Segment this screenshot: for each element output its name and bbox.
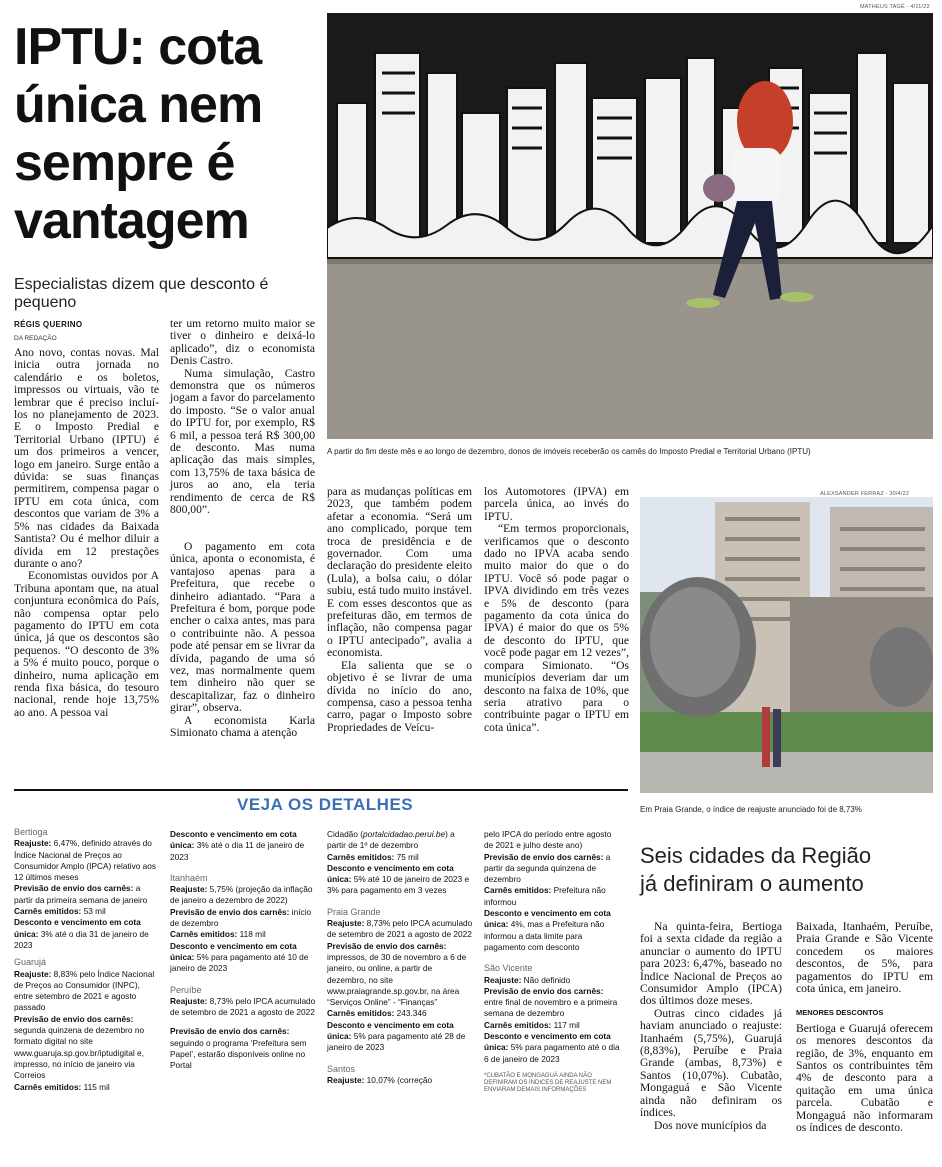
details-col-2: Desconto e vencimento em cota única: 3% até o dia 11 de janeiro de 2023 Itanhaém Reajuste: 5,75% (projeção da inflação de janeiro a dezembro de 2022) Previsão de envio dos carnês: início de dezembro Carnês emitidos: 118 mil Desconto e vencimento em cota única: 5% para pagamento até 10 de janeiro de 2023 Peruíbe Reajuste: 8,73% pelo IPCA acumulado de setembro de 2021 a agosto de 2022 Previsão de envio dos carnês: seguindo o programa ‘Prefeitura sem Papel’, estarão disponíveis online no Portal	[170, 829, 316, 1071]
details-col-3: Cidadão (portalcidadao.perui.be) a partir de 1º de dezembro Carnês emitidos: 75 mil Desconto e vencimento em cota única: 5% até 10 de janeiro de 2023 e 3% para pagamento em 3 vezes Praia Grande Reajuste: 8,73% pelo IPCA acumulado de setembro de 2021 a agosto de 2022 Previsão de envio dos carnês: impressos, de 30 de novembro a 6 de janeiro, ou online, a partir de dezembro, no site www.praiagrande.sp.gov.br, na área “Serviços Online” - “Finanças” Carnês emitidos: 243.346 Desconto e vencimento em cota única: 5% para pagamento até 28 de janeiro de 2023 Santos Reajuste: 10,07% (correção	[327, 829, 473, 1085]
headline-line: IPTU: cota	[14, 18, 262, 76]
byline-desk: DA REDAÇÃO	[14, 335, 57, 342]
article-col-2a	[170, 318, 315, 517]
city-name: Bertioga	[14, 827, 48, 837]
paragraph: Bertioga e Guarujá oferecem os menores descontos da região, de 3%, enquanto em Santos os contribuintes têm 4% de desconto para a quitação em uma única parcela. Cubatão e Mongaguá não informaram os índices de desconto.	[796, 1021, 933, 1135]
footnote: *CUBATÃO E MONGAGUÁ AINDA NÃO DEFINIRAM OS ÍNDICES DE REAJUSTE NEM ENVIARAM DEMAIS INFORMAÇÕES	[484, 1072, 612, 1093]
headline-line: única nem	[14, 76, 263, 134]
paragraph: Na quinta-feira, Bertioga foi a sexta cidade da região a anunciar o aumento do IPTU para 2023: 6,47%, baseado no Índice Nacional de Preços ao Consumidor Amplo (IPCA) dos últimos doze meses.	[640, 920, 782, 1008]
photo-caption: Em Praia Grande, o índice de reajuste anunciado foi de 8,73%	[640, 805, 862, 814]
article-col-2b	[170, 541, 315, 740]
details-title: VEJA OS DETALHES	[237, 795, 414, 814]
photo-credit: ALEXSANDER FERRAZ - 30/4/22	[820, 491, 910, 497]
paragraph: Economistas ouvidos por A Tribuna apontam que, na atual conjuntura econômica do País, não compensa optar pelo pagamento do IPTU em cota única, já que os descontos são pequenos. “O desconto de 3% a 5% é muito pouco, porque o dinheiro, numa aplicação em renda fixa básica, do tesouro nacional, rende hoje 13,75% ao ano. A pessoa vai	[14, 569, 159, 719]
photo-caption: A partir do fim deste mês e ao longo de dezembro, donos de imóveis receberão os carnês do Imposto Predial e Territorial Urbano (IPTU)	[327, 447, 811, 456]
side-col-1	[640, 921, 782, 1132]
subheadline: Especialistas dizem que desconto é pequeno	[14, 276, 269, 311]
paragraph: “Em termos proporcionais, verificamos que o desconto dado no IPVA acaba sendo muito maior do que o do IPTU. Você só pode pagar o IPVA dividindo em três vezes e 5% de desconto (para pagamento da cota única do IPVA) é maior do que os 5% de desconto do IPTU, que você pode pagar em 12 vezes”, compara Simionato. “Os municípios deveriam dar um desconto na faixa de 10%, que seria atrativo para o contribuinte pagar o IPTU em cota única”.	[484, 522, 629, 734]
section-divider	[14, 789, 628, 791]
side-story-title: Seis cidades da Região já definiram o aumento	[640, 843, 872, 896]
city-name: São Vicente	[484, 963, 533, 974]
byline-author: RÉGIS QUERINO	[14, 320, 83, 329]
paragraph: ter um retorno muito maior se tiver o dinheiro e deixá-lo aplicado”, diz o economista Denis Castro.	[170, 317, 315, 368]
city-name: Santos	[327, 1063, 356, 1074]
city-name: Praia Grande	[327, 906, 381, 917]
city-name: Guarujá	[14, 957, 47, 968]
main-photo	[327, 13, 933, 439]
praia-grande-photo	[640, 497, 933, 793]
city-name: Peruíbe	[170, 984, 202, 995]
article-col-1	[14, 347, 159, 719]
details-col-4: pelo IPCA do período entre agosto de 2021 e julho deste ano) Previsão de envio dos carnês: a partir da segunda quinzena de dezembro Carnês emitidos: Prefeitura não informou Desconto e vencimento em cota única: 4%, mas a Prefeitura não informou a data limite para pagamento com desconto São Vicente Reajuste: Não definido Previsão de envio dos carnês: entre final de novembro e a primeira semana de dezembro Carnês emitidos: 117 mil Desconto e vencimento em cota única: 5% para pagamento até o dia 6 de janeiro de 2023 *CUBATÃO E MONGAGUÁ AINDA NÃO DEFINIRAM OS ÍNDICES DE REAJUSTE NEM ENVIARAM DEMAIS INFORMAÇÕES	[484, 829, 622, 1094]
city-name: Itanhaém	[170, 872, 208, 883]
paragraph: O pagamento em cota única, aponta o economista, é vantajoso apenas para a Prefeitura, que recebe o dinheiro adiantado. “Para a Prefeitura é bom, porque pode encher o caixa antes, mas para o contribuinte não. A pessoa pode até pensar em se livrar da dívida, pagando de uma só vez, mas normalmente quem tem dinheiro não quer se descapitalizar, faz o dinheiro girar”, observa.	[170, 540, 315, 715]
paragraph: Outras cinco cidades já haviam anunciado o reajuste: Itanhaém (5,75%), Guarujá (8,83%), Peruíbe e Praia Grande (ambas, 8,73%) e Santos (10,07%). Cubatão, Mongaguá e São Vicente ainda não definiram os índices.	[640, 1006, 782, 1120]
side-col-2	[796, 921, 933, 1135]
paragraph: A economista Karla Simionato chama a atenção	[170, 713, 315, 740]
article-col-4	[484, 486, 629, 734]
photo-credit: MATHEUS TAGÉ - 4/11/22	[860, 4, 930, 10]
paragraph: para as mudanças políticas em 2023, que também podem afetar a economia. “Será um ano complicado, porque tem troca de presidência e de governador. Com uma declaração do presidente eleito (Lula), a bolsa caiu, o dólar subiu, está tudo muito instável. E com esses descontos que as prefeituras dão, em termos de inflação, não compensa pagar o IPTU antecipado”, avalia a economista.	[327, 485, 472, 660]
headline-line: vantagem	[14, 192, 249, 250]
details-col-1: Bertioga Reajuste: 6,47%, definido através do Índice Nacional de Preços ao Consumidor Amplo (IPCA) relativo aos 12 últimos meses Previsão de envio dos carnês: a partir da primeira semana de janeiro Carnês emitidos: 53 mil Desconto e vencimento em cota única: 3% até o dia 31 de janeiro de 2023 Guarujá Reajuste: 8,83% pelo Índice Nacional de Preços ao Consumidor (INPC), entre setembro de 2021 e agosto passado Previsão de envio dos carnês: segunda quinzena de dezembro no formato digital no site www.guaruja.sp.gov.br/iptudigital e, impresso, no início de janeiro via Correios Carnês emitidos: 115 mil	[14, 827, 160, 1093]
paragraph: Ela salienta que se o objetivo é se livrar de uma dívida no início do ano, compensa, caso a pessoa tenha carro, pagar o Imposto sobre Propriedades de Veícu-	[327, 658, 472, 734]
headline	[14, 18, 314, 250]
paragraph: Numa simulação, Castro demonstra que os números jogam a favor do parcelamento do imposto. “Se o valor anual do IPTU for, por exemplo, R$ 6 mil, a pessoa terá R$ 300,00 de desconto. Mas numa aplicação das mais simples, com 13,75% de taxa básica de juros ao ano, ela teria rendimento de cerca de R$ 800,00”.	[170, 366, 315, 517]
paragraph: Dos nove municípios da	[654, 1118, 767, 1132]
headline-line: sempre é	[14, 134, 235, 192]
article-col-3	[327, 486, 472, 734]
side-subhead: MENORES DESCONTOS	[796, 1008, 884, 1018]
paragraph: Baixada, Itanhaém, Peruíbe, Praia Grande e São Vicente concedem os maiores descontos, de 5%, para pagamentos do IPTU em cota única, em janeiro.	[796, 920, 933, 996]
statues-illustration	[640, 497, 933, 793]
paragraph: Ano novo, contas novas. Mal inicia outra jornada no calendário e os boletos, impressos ou virtuais, vão te lembrar que é preciso incluí-los no planejamento de 2023. E o Imposto Predial e Territorial Urbano (IPTU) é um dos primeiros a vencer, logo em janeiro. Surge então a dúvida: se suas finanças permitirem, compensa pagar o IPTU em cota única, com descontos que variam de 3% a 5% nas cidades da Baixada Santista? Ou é melhor diluir a dívida em 12 prestações durante o ano?	[14, 346, 159, 570]
mural-illustration	[327, 13, 933, 439]
paragraph: los Automotores (IPVA) em parcela única, ao invés do IPTU.	[484, 485, 629, 523]
